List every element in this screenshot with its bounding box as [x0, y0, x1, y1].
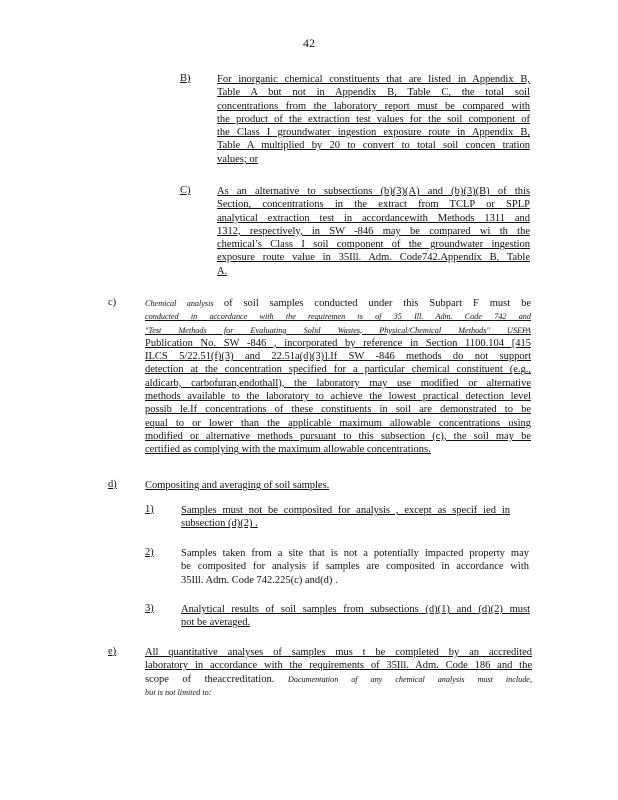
- text-line: certified as complying with the maximum allowable concentrations.: [145, 444, 431, 456]
- text-line: ILCS 5/22.51(f)(3) and 22.51a(d)(3)].If SW -846 methods do not support: [145, 351, 531, 363]
- item-label: 1): [145, 504, 154, 515]
- text-line: Table A but not in Appendix B, Table C, the total soil: [217, 87, 530, 99]
- text-line: "Test Methods for Evaluating Solid Wastes, Physical/Chemical Methods" USEPA: [145, 325, 531, 335]
- item-label: d): [108, 479, 117, 490]
- text-line: All quantitative analyses of samples mus t be completed by an accredited: [145, 647, 532, 658]
- text-line: subsection (d)(2) .: [181, 518, 258, 530]
- text-line: chemical’s Class I soil component of the groundwater ingestion: [217, 239, 530, 251]
- text-line: For inorganic chemical constituents that are listed in Appendix B,: [217, 74, 530, 85]
- item-text: [181, 603, 530, 630]
- item-label: c): [108, 297, 117, 308]
- item-text: [145, 646, 532, 699]
- text-line: the product of the extraction test values for the soil component of: [217, 113, 530, 125]
- text-line: methods available to the laboratory to achieve the lowest practical detection level: [145, 391, 531, 403]
- item-text: [181, 547, 529, 587]
- item-label: 3): [145, 603, 154, 614]
- item-text: [145, 479, 350, 492]
- item-label: C): [180, 185, 191, 196]
- text-line: aldicarb, carbofuran,endothall), the laboratory may use modified or alternative: [145, 377, 531, 389]
- text-line: the Class I groundwater ingestion exposure route in Appendix B,: [217, 127, 530, 139]
- text-line: Chemical analysis of soil samples conducted under this Subpart F must be: [145, 298, 531, 309]
- text-line: Table A multiplied by 20 to convert to total soil concen tration: [217, 140, 530, 152]
- item-label: B): [180, 73, 191, 84]
- item-text: [217, 185, 530, 278]
- text-line: Samples taken from a site that is not a potentially impacted property may: [181, 548, 529, 559]
- text-line: scope of theaccreditation. Documentation of any chemical analysis must include,: [145, 673, 532, 685]
- text-line: Analytical results of soil samples from subsections (d)(1) and (d)(2) must: [181, 604, 530, 615]
- page-number: 42: [303, 36, 315, 50]
- item-label: 2): [145, 547, 154, 558]
- item-text: [217, 73, 530, 166]
- text-line: As an alternative to subsections (b)(3)(A) and (b)(3)(B) of this: [217, 186, 530, 197]
- text-line: Compositing and averaging of soil samples.: [145, 480, 330, 491]
- text-line: but is not limited to:: [145, 687, 212, 697]
- text-line: Publication No. SW -846 , incorporated by reference in Section 1100.104 [415: [145, 337, 531, 349]
- text-line: Section, concentrations in the extract from TCLP or SPLP: [217, 199, 530, 211]
- text-line: laboratory in accordance with the requirements of 35Ill. Adm. Code 186 and the: [145, 660, 532, 672]
- text-line: 35Ill. Adm. Code 742.225(c) and(d) .: [181, 574, 338, 586]
- text-line: A.: [217, 265, 228, 277]
- text-line: equal to or lower than the applicable maximum allowable concentrations using: [145, 417, 531, 429]
- text-line: Samples must not be composited for analysis , except as specif ied in: [181, 505, 510, 516]
- text-line: detection at the concentration specified for a particular chemical constituent (e.g.,: [145, 364, 531, 376]
- item-label: e): [108, 646, 117, 657]
- text-line: possib le.If concentrations of these constituents in soil are demonstrated to be: [145, 404, 531, 416]
- item-text: [181, 504, 510, 531]
- text-line: modified or alternative methods pursuant to this subsection (c), the soil may be: [145, 430, 531, 442]
- text-line: concentrations from the laboratory report must be compared with: [217, 100, 530, 112]
- text-line: conducted in accordance with the requiremen ts of 35 Ill. Adm. Code 742 and: [145, 312, 531, 322]
- text-line: values; or: [217, 153, 259, 165]
- text-line: be composited for analysis if samples are composited in accordance with: [181, 561, 529, 573]
- item-text: [145, 297, 531, 457]
- text-line: exposure route value in 35Ill. Adm. Code742.Appendix B, Table: [217, 252, 530, 264]
- text-line: 1312, respectively, in SW -846 may be compared wi th the: [217, 225, 530, 237]
- text-line: not be averaged.: [181, 617, 251, 629]
- text-line: analytical extraction test in accordancewith Methods 1311 and: [217, 212, 530, 224]
